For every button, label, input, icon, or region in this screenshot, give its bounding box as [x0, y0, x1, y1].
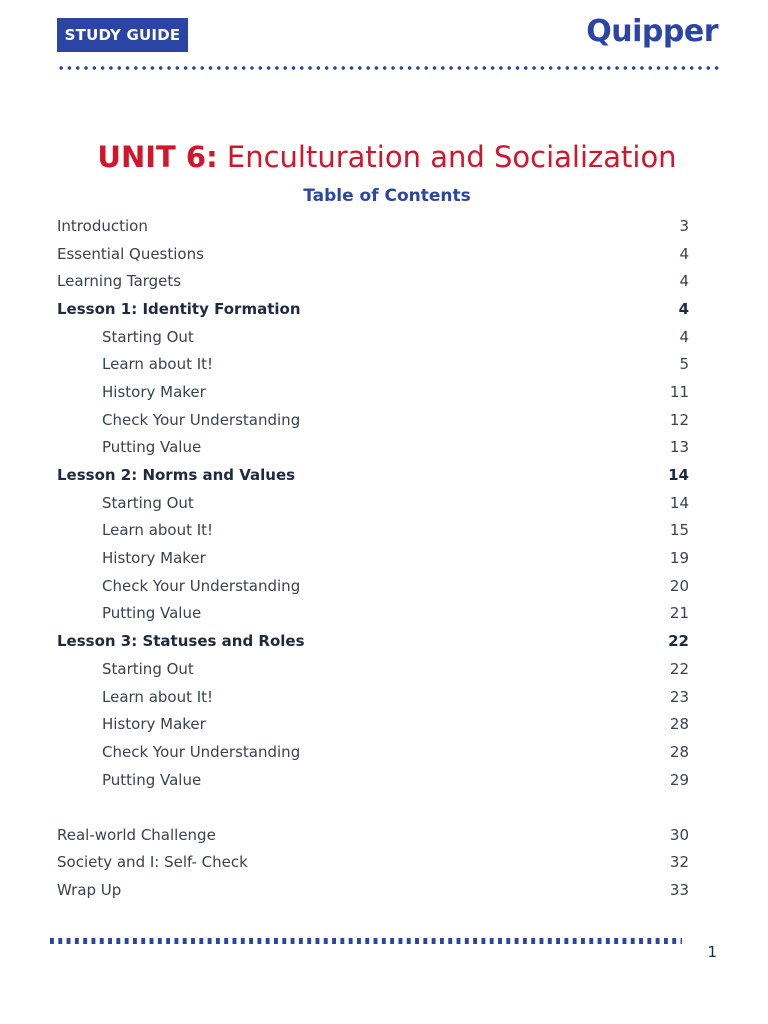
toc-entry-page: 3: [679, 216, 689, 235]
toc-entry-page: 28: [669, 715, 689, 734]
toc-entry-page: 5: [679, 355, 689, 374]
toc-entry-introduction[interactable]: [57, 212, 689, 240]
toc-entry-page: 15: [669, 521, 689, 540]
quipper-logo: Quipper: [586, 14, 718, 49]
toc-entry-page: 14: [669, 493, 689, 512]
toc-entry-label: Learning Targets: [57, 272, 182, 291]
toc-subentry-check-understanding[interactable]: [57, 572, 689, 600]
header-dotted-divider: [57, 66, 719, 70]
toc-subentry-history-maker[interactable]: [57, 544, 689, 572]
toc-entry-page: 4: [679, 272, 689, 291]
toc-entry-page: 19: [669, 549, 689, 568]
toc-entry-label: Real-world Challenge: [57, 825, 216, 844]
toc-subentry-learn-about-it[interactable]: [57, 350, 689, 378]
toc-subentry-check-understanding[interactable]: [57, 406, 689, 434]
toc-entry-learning-targets[interactable]: [57, 267, 689, 295]
toc-entry-label: Learn about It!: [102, 355, 214, 374]
toc-entry-label: Learn about It!: [102, 521, 214, 540]
footer-dotted-divider: [50, 938, 682, 944]
toc-entry-self-check[interactable]: [57, 849, 689, 877]
toc-subentry-check-understanding[interactable]: [57, 738, 689, 766]
toc-lesson-2[interactable]: [57, 461, 689, 489]
toc-entry-page: 33: [669, 881, 689, 900]
toc-entry-page: 30: [669, 825, 689, 844]
toc-entry-label: Starting Out: [102, 493, 194, 512]
toc-subentry-learn-about-it[interactable]: [57, 517, 689, 545]
study-guide-badge: STUDY GUIDE: [57, 18, 188, 52]
toc-subentry-starting-out[interactable]: [57, 489, 689, 517]
toc-lesson-page: 4: [678, 299, 689, 318]
toc-entry-label: Society and I: Self- Check: [57, 853, 248, 872]
toc-entry-label: Learn about It!: [102, 687, 214, 706]
toc-entry-label: Essential Questions: [57, 244, 204, 263]
table-of-contents: [57, 212, 689, 904]
toc-entry-page: 22: [669, 659, 689, 678]
toc-lesson-page: 14: [668, 466, 689, 485]
toc-subentry-learn-about-it[interactable]: [57, 683, 689, 711]
toc-entry-page: 4: [679, 244, 689, 263]
toc-lesson-label: Lesson 2: Norms and Values: [57, 466, 296, 485]
unit-title: [0, 140, 768, 174]
toc-entry-label: Starting Out: [102, 327, 194, 346]
toc-heading: Table of Contents: [303, 186, 471, 206]
page-number: 1: [707, 943, 717, 961]
toc-subentry-putting-value[interactable]: [57, 766, 689, 794]
toc-entry-page: 23: [669, 687, 689, 706]
toc-entry-label: Putting Value: [102, 604, 202, 623]
toc-entry-label: Check Your Understanding: [102, 576, 301, 595]
toc-entry-label: Starting Out: [102, 659, 194, 678]
toc-lesson-1[interactable]: [57, 295, 689, 323]
toc-entry-label: History Maker: [102, 715, 206, 734]
toc-entry-page: 28: [669, 742, 689, 761]
unit-name: Enculturation and Socialization: [226, 140, 677, 174]
toc-lesson-label: Lesson 1: Identity Formation: [57, 299, 301, 318]
toc-subentry-history-maker[interactable]: [57, 710, 689, 738]
toc-entry-label: Wrap Up: [57, 881, 122, 900]
toc-entry-wrap-up[interactable]: [57, 876, 689, 904]
toc-entry-label: History Maker: [102, 549, 206, 568]
toc-subentry-putting-value[interactable]: [57, 434, 689, 462]
toc-subentry-putting-value[interactable]: [57, 600, 689, 628]
toc-entry-page: 11: [669, 382, 689, 401]
toc-entry-label: Putting Value: [102, 438, 202, 457]
toc-entry-label: Putting Value: [102, 770, 202, 789]
toc-entry-label: Check Your Understanding: [102, 410, 301, 429]
toc-subentry-starting-out[interactable]: [57, 655, 689, 683]
toc-entry-label: Check Your Understanding: [102, 742, 301, 761]
toc-subentry-history-maker[interactable]: [57, 378, 689, 406]
unit-label: UNIT 6:: [97, 140, 218, 174]
toc-entry-page: 32: [669, 853, 689, 872]
toc-entry-page: 12: [669, 410, 689, 429]
toc-entry-page: 20: [669, 576, 689, 595]
toc-entry-page: 21: [669, 604, 689, 623]
toc-entry-page: 4: [679, 327, 689, 346]
toc-entry-label: History Maker: [102, 382, 206, 401]
toc-entry-page: 13: [669, 438, 689, 457]
toc-entry-essential-questions[interactable]: [57, 240, 689, 268]
toc-subentry-starting-out[interactable]: [57, 323, 689, 351]
toc-entry-label: Introduction: [57, 216, 148, 235]
toc-entry-page: 29: [669, 770, 689, 789]
toc-lesson-page: 22: [668, 632, 689, 651]
toc-lesson-label: Lesson 3: Statuses and Roles: [57, 632, 305, 651]
toc-lesson-3[interactable]: [57, 627, 689, 655]
toc-entry-real-world-challenge[interactable]: [57, 821, 689, 849]
